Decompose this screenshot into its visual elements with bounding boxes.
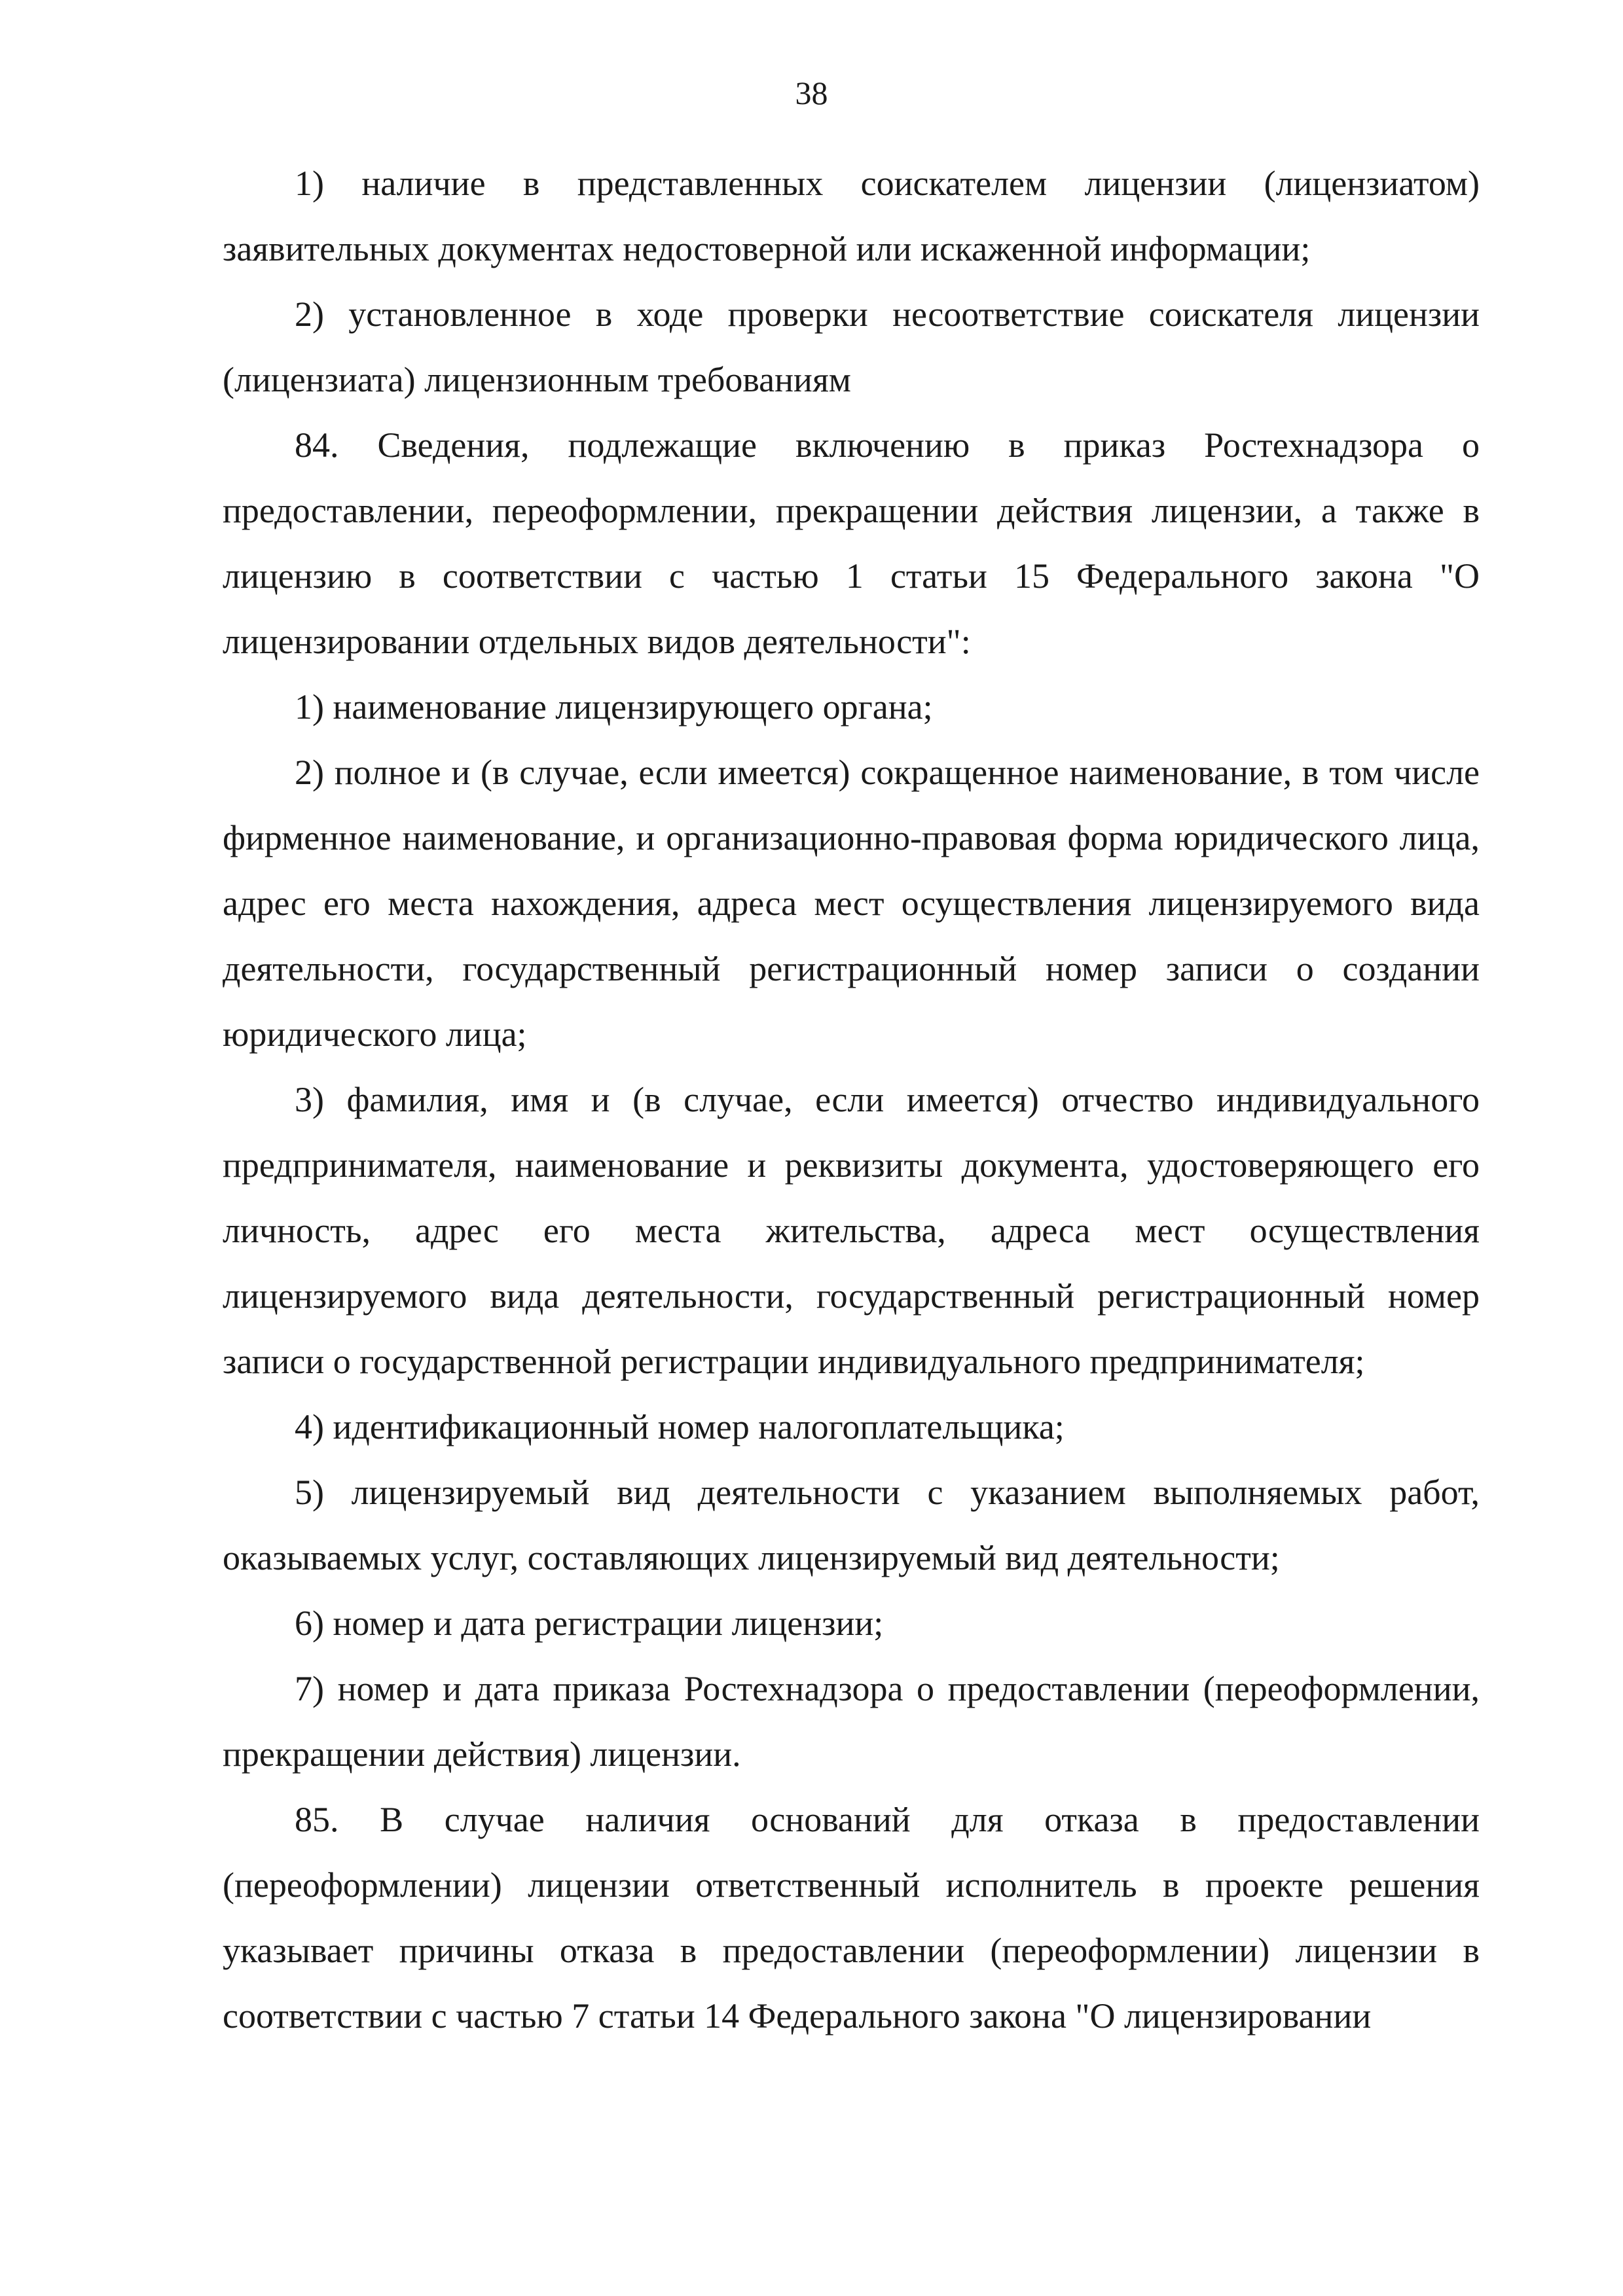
page-number: 38	[795, 75, 828, 111]
document-body	[223, 151, 1480, 2049]
paragraph-item-2: 2) установленное в ходе проверки несоответствие соискателя лицензии (лицензиата) лицензионным требованиям	[223, 295, 1480, 399]
paragraph-84-item-4: 4) идентификационный номер налогоплательщика;	[295, 1407, 1065, 1446]
paragraph-84-item-7: 7) номер и дата приказа Ростехнадзора о предоставлении (переоформлении, прекращении действия) лицензии.	[223, 1669, 1480, 1774]
paragraph-84-item-2: 2) полное и (в случае, если имеется) сокращенное наименование, в том числе фирменное наименование, и организационно-правовая форма юридического лица, адрес его места нахождения, адреса мест осуществления лицензируемого вида деятельности, государственный регистрационный номер записи о создании юридического лица;	[223, 753, 1480, 1054]
paragraph-84-item-6: 6) номер и дата регистрации лицензии;	[295, 1604, 884, 1643]
paragraph-84: 84. Сведения, подлежащие включению в приказ Ростехнадзора о предоставлении, переоформлении, прекращении действия лицензии, а также в лицензию в соответствии с частью 1 статьи 15 Федерального закона "О лицензировании отдельных видов деятельности":	[223, 425, 1480, 661]
paragraph-84-item-1: 1) наименование лицензирующего органа;	[295, 687, 933, 726]
paragraph-item-1: 1) наличие в представленных соискателем лицензии (лицензиатом) заявительных документах недостоверной или искаженной информации;	[223, 164, 1480, 268]
paragraph-84-item-5: 5) лицензируемый вид деятельности с указанием выполняемых работ, оказываемых услуг, составляющих лицензируемый вид деятельности;	[223, 1473, 1480, 1577]
paragraph-85: 85. В случае наличия оснований для отказа в предоставлении (переоформлении) лицензии ответственный исполнитель в проекте решения указывает причины отказа в предоставлении (переоформлении) лицензии в соответствии с частью 7 статьи 14 Федерального закона "О лицензировании	[223, 1800, 1480, 2036]
paragraph-84-item-3: 3) фамилия, имя и (в случае, если имеется) отчество индивидуального предпринимателя, наименование и реквизиты документа, удостоверяющего его личность, адрес его места жительства, адреса мест осуществления лицензируемого вида деятельности, государственный регистрационный номер записи о государственной регистрации индивидуального предпринимателя;	[223, 1080, 1480, 1381]
